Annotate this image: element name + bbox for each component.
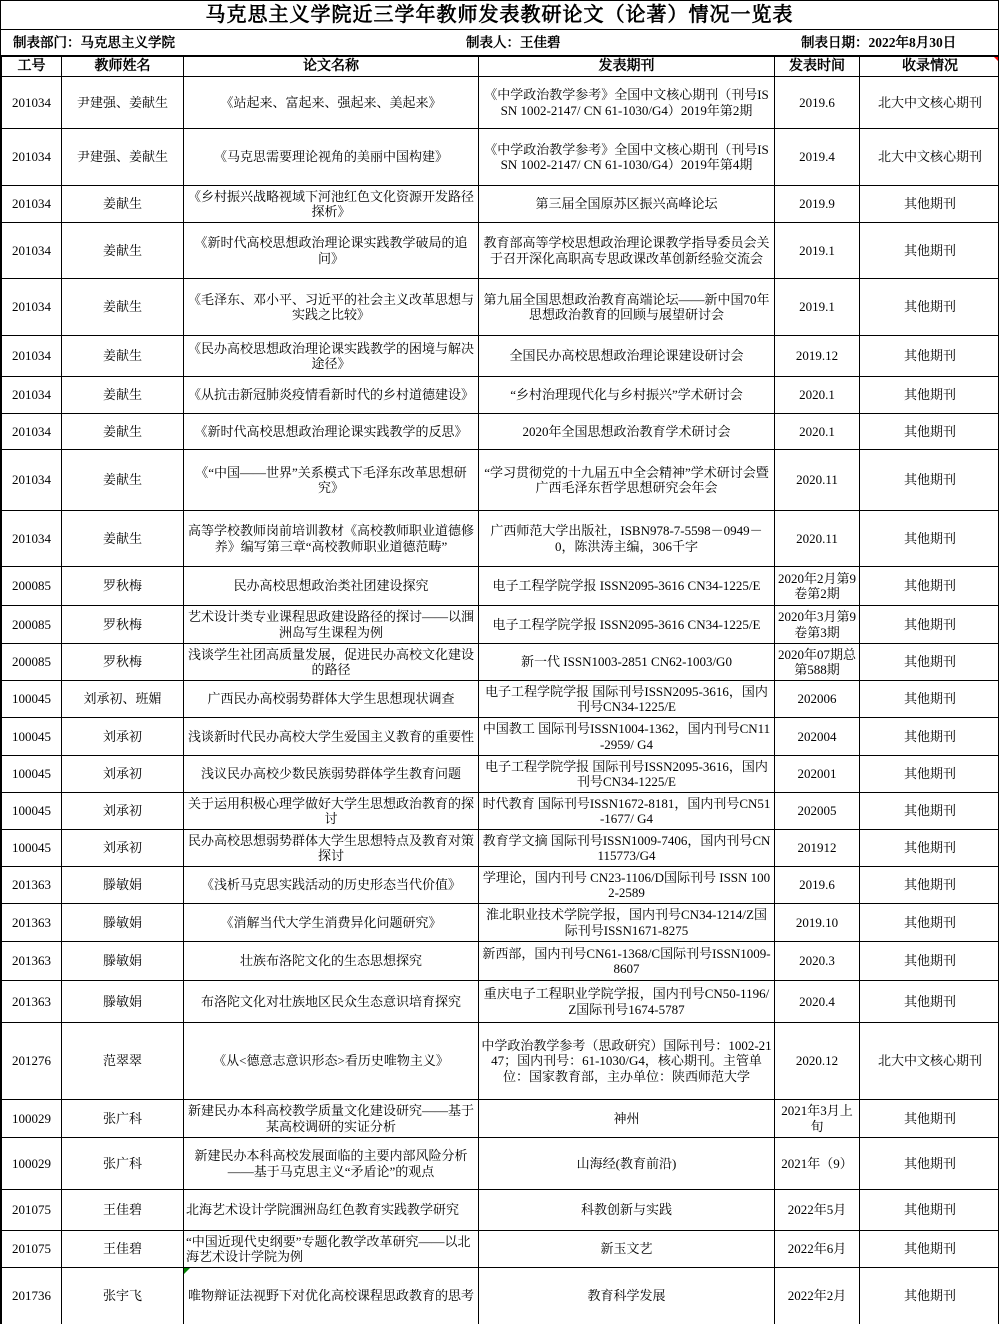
cell-publish-date: 2020.12	[775, 1023, 860, 1100]
cell-index-status: 其他期刊	[860, 942, 999, 981]
cell-paper-title: 《乡村振兴战略视域下河池红色文化资源开发路径探析》	[184, 186, 479, 223]
cell-index-status: 其他期刊	[860, 718, 999, 756]
cell-employee-id: 100029	[2, 1138, 62, 1190]
cell-publish-date: 2019.12	[775, 336, 860, 377]
table-row	[2, 756, 999, 793]
table-row	[2, 1138, 999, 1190]
cell-paper-title: 广西民办高校弱势群体大学生思想现状调查	[184, 681, 479, 718]
table-row	[2, 981, 999, 1023]
cell-paper-title: 民办高校思想弱势群体大学生思想特点及教育对策探讨	[184, 830, 479, 867]
cell-index-status: 其他期刊	[860, 867, 999, 904]
meta-date: 制表日期：2022年8月30日	[801, 35, 957, 50]
cell-publish-date: 2019.6	[775, 77, 860, 129]
cell-publish-date: 2020.11	[775, 511, 860, 567]
table-row	[2, 223, 999, 279]
cell-publish-date: 2020.11	[775, 450, 860, 511]
col-header-paper-title: 论文名称	[184, 56, 479, 77]
cell-index-status: 其他期刊	[860, 830, 999, 867]
cell-journal: 电子工程学院学报 ISSN2095-3616 CN34-1225/E	[479, 567, 775, 606]
table-row	[2, 606, 999, 644]
cell-journal: 《中学政治教学参考》全国中文核心期刊（刊号ISSN 1002-2147/ CN 61-1030/G4）2019年第2期	[479, 77, 775, 129]
cell-paper-title: 浅谈学生社团高质量发展，促进民办高校文化建设的路径	[184, 644, 479, 681]
cell-employee-id: 201034	[2, 414, 62, 450]
cell-teacher-name: 姜献生	[62, 279, 184, 336]
cell-employee-id: 100045	[2, 830, 62, 867]
cell-paper-title: “中国近现代史纲要”专题化教学改革研究——以北海艺术设计学院为例	[184, 1231, 479, 1268]
cell-index-status: 北大中文核心期刊	[860, 77, 999, 129]
cell-teacher-name: 王佳碧	[62, 1231, 184, 1268]
cell-index-status: 其他期刊	[860, 606, 999, 644]
cell-employee-id: 201363	[2, 981, 62, 1023]
cell-publish-date: 202005	[775, 793, 860, 830]
page-title: 马克思主义学院近三学年教师发表教研论文（论著）情况一览表	[1, 1, 998, 30]
cell-index-status: 其他期刊	[860, 681, 999, 718]
cell-index-status: 其他期刊	[860, 336, 999, 377]
cell-journal: 电子工程学院学报 ISSN2095-3616 CN34-1225/E	[479, 606, 775, 644]
cell-employee-id: 200085	[2, 606, 62, 644]
cell-teacher-name: 刘承初	[62, 756, 184, 793]
cell-paper-title: 浅议民办高校少数民族弱势群体学生教育问题	[184, 756, 479, 793]
cell-employee-id: 201034	[2, 377, 62, 414]
cell-employee-id: 201034	[2, 223, 62, 279]
cell-employee-id: 201034	[2, 77, 62, 129]
cell-teacher-name: 张广科	[62, 1100, 184, 1138]
cell-paper-title: 《从<德意志意识形态>看历史唯物主义》	[184, 1023, 479, 1100]
cell-journal: “乡村治理现代化与乡村振兴”学术研讨会	[479, 377, 775, 414]
cell-publish-date: 2021年3月上旬	[775, 1100, 860, 1138]
cell-publish-date: 2019.9	[775, 186, 860, 223]
table-row	[2, 279, 999, 336]
table-row	[2, 1190, 999, 1231]
cell-publish-date: 2019.1	[775, 223, 860, 279]
cell-teacher-name: 刘承初	[62, 830, 184, 867]
cell-paper-title: 浅谈新时代民办高校大学生爱国主义教育的重要性	[184, 718, 479, 756]
cell-teacher-name: 刘承初	[62, 793, 184, 830]
table-row	[2, 718, 999, 756]
cell-teacher-name: 姜献生	[62, 511, 184, 567]
cell-employee-id: 201276	[2, 1023, 62, 1100]
col-header-teacher-name: 教师姓名	[62, 56, 184, 77]
cell-paper-title: 《民办高校思想政治理论课实践教学的困境与解决途径》	[184, 336, 479, 377]
cell-paper-title: 《消解当代大学生消费异化问题研究》	[184, 904, 479, 942]
cell-paper-title: 《新时代高校思想政治理论课实践教学的反思》	[184, 414, 479, 450]
cell-publish-date: 2020年3月第9卷第3期	[775, 606, 860, 644]
cell-index-status: 其他期刊	[860, 450, 999, 511]
cell-employee-id: 201363	[2, 942, 62, 981]
cell-publish-date: 2019.4	[775, 129, 860, 186]
cell-index-status: 其他期刊	[860, 1190, 999, 1231]
cell-teacher-name: 姜献生	[62, 450, 184, 511]
cell-publish-date: 2019.10	[775, 904, 860, 942]
cell-employee-id: 100029	[2, 1100, 62, 1138]
cell-employee-id: 200085	[2, 644, 62, 681]
cell-employee-id: 201075	[2, 1190, 62, 1231]
cell-journal: 中学政治教学参考（思政研究）国际刊号：1002-2147；国内刊号：61-1030/G4，核心期刊。主管单位：国家教育部，主办单位：陕西师范大学	[479, 1023, 775, 1100]
cell-journal: 广西师范大学出版社，ISBN978-7-5598－0949－0，陈洪涛主编，306千字	[479, 511, 775, 567]
table-row	[2, 867, 999, 904]
cell-index-status: 其他期刊	[860, 1100, 999, 1138]
cell-publish-date: 2020.1	[775, 377, 860, 414]
cell-journal: 时代教育 国际刊号ISSN1672-8181，国内刊号CN51-1677/ G4	[479, 793, 775, 830]
cell-teacher-name: 姜献生	[62, 336, 184, 377]
cell-journal: 新玉文艺	[479, 1231, 775, 1268]
cell-publish-date: 2020年2月第9卷第2期	[775, 567, 860, 606]
col-header-index-status-label: 收录情况	[902, 59, 958, 74]
cell-publish-date: 202001	[775, 756, 860, 793]
cell-paper-title: 布洛陀文化对壮族地区民众生态意识培育探究	[184, 981, 479, 1023]
cell-journal: 《中学政治教学参考》全国中文核心期刊（刊号ISSN 1002-2147/ CN 61-1030/G4）2019年第4期	[479, 129, 775, 186]
cell-paper-title: 艺术设计类专业课程思政建设路径的探讨——以涠洲岛写生课程为例	[184, 606, 479, 644]
cell-teacher-name: 姜献生	[62, 377, 184, 414]
cell-paper-title: 《浅析马克思实践活动的历史形态当代价值》	[184, 867, 479, 904]
cell-journal: 第九届全国思想政治教育高端论坛——新中国70年思想政治教育的回顾与展望研讨会	[479, 279, 775, 336]
table-row	[2, 793, 999, 830]
table-row	[2, 77, 999, 129]
flag-marker-icon	[184, 1268, 190, 1274]
cell-journal: 电子工程学院学报 国际刊号ISSN2095-3616，国内刊号CN34-1225/E	[479, 681, 775, 718]
cell-publish-date: 2020年07期总第588期	[775, 644, 860, 681]
cell-employee-id: 201034	[2, 186, 62, 223]
cell-publish-date: 2019.6	[775, 867, 860, 904]
cell-employee-id: 201034	[2, 129, 62, 186]
cell-journal: 电子工程学院学报 国际刊号ISSN2095-3616，国内刊号CN34-1225/E	[479, 756, 775, 793]
table-row	[2, 830, 999, 867]
cell-index-status: 其他期刊	[860, 904, 999, 942]
cell-employee-id: 201034	[2, 279, 62, 336]
table-row	[2, 681, 999, 718]
meta-row	[1, 30, 998, 55]
table-row	[2, 567, 999, 606]
cell-employee-id: 201034	[2, 511, 62, 567]
cell-teacher-name: 滕敏娟	[62, 942, 184, 981]
cell-index-status: 其他期刊	[860, 511, 999, 567]
cell-index-status: 北大中文核心期刊	[860, 129, 999, 186]
cell-paper-title: 《“中国——世界”关系模式下毛泽东改革思想研究》	[184, 450, 479, 511]
papers-table	[1, 55, 999, 1324]
cell-journal: 淮北职业技术学院学报，国内刊号CN34-1214/Z国际刊号ISSN1671-8275	[479, 904, 775, 942]
cell-journal: 全国民办高校思想政治理论课建设研讨会	[479, 336, 775, 377]
cell-paper-title: 壮族布洛陀文化的生态思想探究	[184, 942, 479, 981]
table-row	[2, 129, 999, 186]
cell-index-status: 其他期刊	[860, 377, 999, 414]
col-header-publish-date: 发表时间	[775, 56, 860, 77]
cell-teacher-name: 罗秋梅	[62, 567, 184, 606]
cell-publish-date: 201912	[775, 830, 860, 867]
cell-paper-title: 《毛泽东、邓小平、习近平的社会主义改革思想与实践之比较》	[184, 279, 479, 336]
cell-teacher-name: 范翠翠	[62, 1023, 184, 1100]
table-row	[2, 942, 999, 981]
table-row	[2, 511, 999, 567]
cell-employee-id: 201736	[2, 1268, 62, 1324]
cell-teacher-name: 滕敏娟	[62, 904, 184, 942]
cell-journal: 2020年全国思想政治教育学术研讨会	[479, 414, 775, 450]
table-row	[2, 1268, 999, 1324]
cell-teacher-name: 尹建强、姜献生	[62, 77, 184, 129]
cell-teacher-name: 姜献生	[62, 414, 184, 450]
table-row	[2, 336, 999, 377]
cell-publish-date: 2020.3	[775, 942, 860, 981]
col-header-journal: 发表期刊	[479, 56, 775, 77]
cell-journal: 科教创新与实践	[479, 1190, 775, 1231]
cell-index-status: 其他期刊	[860, 793, 999, 830]
cell-journal: 教育科学发展	[479, 1268, 775, 1324]
cell-journal: 学理论，国内刊号 CN23-1106/D国际刊号 ISSN 1002-2589	[479, 867, 775, 904]
cell-teacher-name: 滕敏娟	[62, 981, 184, 1023]
cell-index-status: 其他期刊	[860, 223, 999, 279]
cell-journal: 新西部，国内刊号CN61-1368/C国际刊号ISSN1009-8607	[479, 942, 775, 981]
meta-preparer: 制表人：王佳碧	[466, 35, 561, 50]
cell-teacher-name: 姜献生	[62, 223, 184, 279]
table-row	[2, 1231, 999, 1268]
cell-employee-id: 201363	[2, 867, 62, 904]
cell-journal: 山海经(教育前沿)	[479, 1138, 775, 1190]
table-row	[2, 186, 999, 223]
cell-paper-title: 《马克思需要理论视角的美丽中国构建》	[184, 129, 479, 186]
cell-publish-date: 202006	[775, 681, 860, 718]
cell-journal: 教育学文摘 国际刊号ISSN1009-7406，国内刊号CN115773/G4	[479, 830, 775, 867]
header-row	[2, 56, 999, 77]
table-row	[2, 1100, 999, 1138]
cell-journal: 中国教工 国际刊号ISSN1004-1362，国内刊号CN11-2959/ G4	[479, 718, 775, 756]
cell-journal: “学习贯彻党的十九届五中全会精神”学术研讨会暨广西毛泽东哲学思想研究会年会	[479, 450, 775, 511]
cell-publish-date: 2020.4	[775, 981, 860, 1023]
cell-paper-title: 民办高校思想政治类社团建设探究	[184, 567, 479, 606]
table-row	[2, 414, 999, 450]
table-row	[2, 644, 999, 681]
cell-index-status: 其他期刊	[860, 644, 999, 681]
cell-journal: 重庆电子工程职业学院学报，国内刊号CN50-1196/Z国际刊号1674-5787	[479, 981, 775, 1023]
cell-journal: 新一代 ISSN1003-2851 CN62-1003/G0	[479, 644, 775, 681]
cell-teacher-name: 张宇飞	[62, 1268, 184, 1324]
table-row	[2, 450, 999, 511]
cell-journal: 教育部高等学校思想政治理论课教学指导委员会关于召开深化高职高专思政课改革创新经验交流会	[479, 223, 775, 279]
cell-publish-date: 2020.1	[775, 414, 860, 450]
cell-teacher-name: 姜献生	[62, 186, 184, 223]
cell-publish-date: 2021年（9）	[775, 1138, 860, 1190]
cell-index-status: 其他期刊	[860, 567, 999, 606]
cell-paper-title: 高等学校教师岗前培训教材《高校教师职业道德修养》编写第三章“高校教师职业道德范畴”	[184, 511, 479, 567]
cell-paper-title: 关于运用积极心理学做好大学生思想政治教育的探讨	[184, 793, 479, 830]
meta-department: 制表部门：马克思主义学院	[13, 35, 175, 50]
cell-paper-title: 北海艺术设计学院涠洲岛红色教育实践教学研究	[184, 1190, 479, 1231]
cell-teacher-name: 滕敏娟	[62, 867, 184, 904]
cell-publish-date: 2022年2月	[775, 1268, 860, 1324]
cell-employee-id: 201034	[2, 336, 62, 377]
cell-publish-date: 2019.1	[775, 279, 860, 336]
col-header-employee-id: 工号	[2, 56, 62, 77]
cell-paper-title: 《新时代高校思想政治理论课实践教学破局的追问》	[184, 223, 479, 279]
cell-teacher-name: 刘承初、班媚	[62, 681, 184, 718]
cell-publish-date: 2022年5月	[775, 1190, 860, 1231]
cell-employee-id: 201075	[2, 1231, 62, 1268]
cell-teacher-name: 罗秋梅	[62, 644, 184, 681]
cell-index-status: 其他期刊	[860, 1268, 999, 1324]
table-row	[2, 904, 999, 942]
cell-journal: 第三届全国原苏区振兴高峰论坛	[479, 186, 775, 223]
cell-employee-id: 201034	[2, 450, 62, 511]
cell-paper-title: 新建民办本科高校发展面临的主要内部风险分析——基于马克思主义“矛盾论”的观点	[184, 1138, 479, 1190]
cell-paper-title: 唯物辩证法视野下对优化高校课程思政教育的思考	[184, 1268, 479, 1324]
cell-journal: 神州	[479, 1100, 775, 1138]
table-body	[2, 77, 999, 1324]
cell-paper-title: 《从抗击新冠肺炎疫情看新时代的乡村道德建设》	[184, 377, 479, 414]
cell-paper-title: 新建民办本科高校教学质量文化建设研究——基于某高校调研的实证分析	[184, 1100, 479, 1138]
cell-index-status: 其他期刊	[860, 186, 999, 223]
cell-publish-date: 202004	[775, 718, 860, 756]
cell-paper-title: 《站起来、富起来、强起来、美起来》	[184, 77, 479, 129]
cell-employee-id: 100045	[2, 718, 62, 756]
comment-marker-icon	[994, 57, 999, 63]
cell-employee-id: 100045	[2, 681, 62, 718]
cell-index-status: 北大中文核心期刊	[860, 1023, 999, 1100]
cell-index-status: 其他期刊	[860, 1138, 999, 1190]
cell-index-status: 其他期刊	[860, 1231, 999, 1268]
cell-teacher-name: 刘承初	[62, 718, 184, 756]
cell-employee-id: 201363	[2, 904, 62, 942]
cell-teacher-name: 张广科	[62, 1138, 184, 1190]
cell-employee-id: 100045	[2, 793, 62, 830]
cell-teacher-name: 王佳碧	[62, 1190, 184, 1231]
col-header-index-status	[860, 56, 999, 77]
cell-employee-id: 100045	[2, 756, 62, 793]
cell-teacher-name: 罗秋梅	[62, 606, 184, 644]
cell-employee-id: 200085	[2, 567, 62, 606]
cell-index-status: 其他期刊	[860, 414, 999, 450]
cell-index-status: 其他期刊	[860, 756, 999, 793]
cell-publish-date: 2022年6月	[775, 1231, 860, 1268]
table-row	[2, 377, 999, 414]
cell-teacher-name: 尹建强、姜献生	[62, 129, 184, 186]
cell-index-status: 其他期刊	[860, 279, 999, 336]
table-row	[2, 1023, 999, 1100]
cell-index-status: 其他期刊	[860, 981, 999, 1023]
